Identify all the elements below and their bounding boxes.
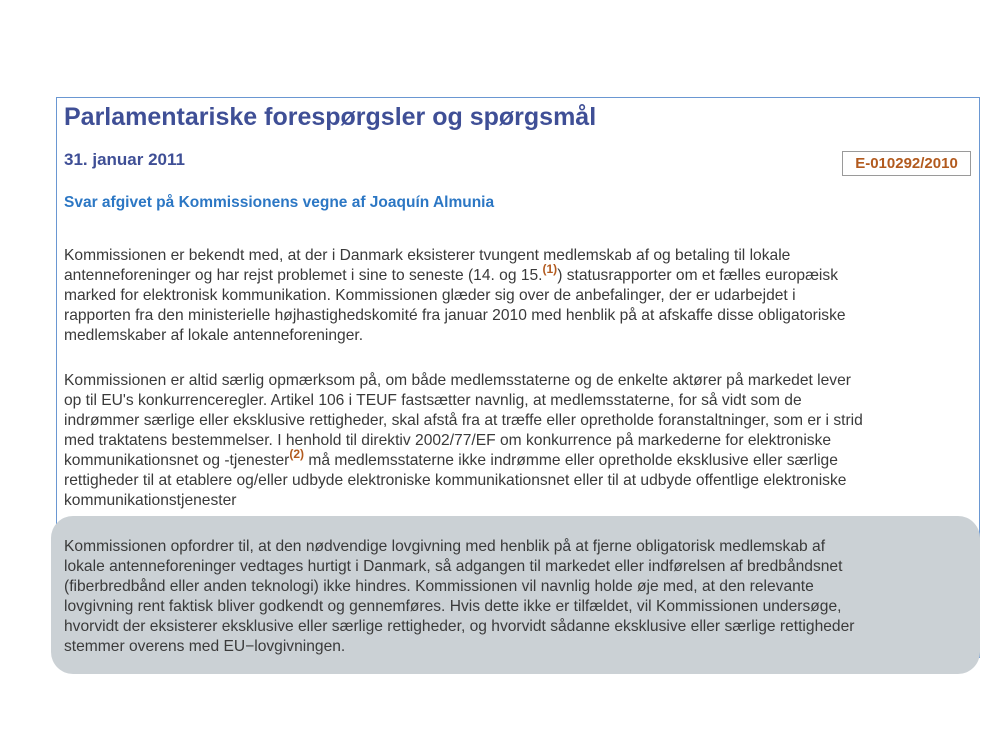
paragraph-competition-rules [64, 371, 969, 511]
footnote-2-link[interactable]: (2) [289, 447, 305, 461]
paragraph-line: (fiberbredbånd eller anden teknologi) ikke hindres. Kommissionen vil navnlig holde øje med, at den relevante [64, 578, 814, 595]
paragraph-line: stemmer overens med EU−lovgivningen. [64, 638, 346, 655]
line-text: kommunikationsnet og -tjenester [64, 452, 290, 469]
paragraph-line: Kommissionen er altid særlig opmærksom på, om både medlemsstaterne og de enkelte aktører på markedet lever [64, 372, 851, 389]
line-text: må medlemsstaterne ikke indrømme eller opretholde eksklusive eller særlige [304, 452, 838, 469]
paragraph-line: kommunikationstjenester [64, 492, 237, 509]
paragraph-line: rettigheder til at etablere og/eller udbyde elektroniske kommunikationsnet eller til at udbyde offentlige elektroniske [64, 472, 847, 489]
paragraph-line [64, 447, 969, 471]
paragraph-line: hvorvidt der eksisterer eksklusive eller særlige rettigheder, og hvorvidt sådanne eksklusive eller særlige rettigheder [64, 618, 855, 635]
paragraph-line: med traktatens bestemmelser. I henhold til direktiv 2002/77/EF om konkurrence på markederne for elektroniske [64, 432, 832, 449]
document-date: 31. januar 2011 [64, 150, 185, 169]
paragraph-membership [64, 246, 969, 346]
footnote-1-link[interactable]: (1) [542, 262, 558, 276]
paragraph-line: Kommissionen opfordrer til, at den nødvendige lovgivning med henblik på at fjerne obligatorisk medlemskab af [64, 538, 826, 555]
paragraph-line: medlemskaber af lokale antenneforeninger. [64, 327, 364, 344]
paragraph-line: marked for elektronisk kommunikation. Kommissionen glæder sig over de anbefalinger, der er udarbejdet i [64, 287, 796, 304]
paragraph-line: lovgivning rent faktisk bliver godkendt og gennemføres. Hvis dette ikke er tilfældet, vil Kommissionen undersøge, [64, 598, 842, 615]
paragraph-legislation-highlighted [64, 537, 969, 657]
paragraph-line: Kommissionen er bekendt med, at der i Danmark eksisterer tvungent medlemskab af og betaling til lokale [64, 247, 791, 264]
paragraph-line [64, 262, 969, 286]
page-title: Parlamentariske forespørgsler og spørgsmål [64, 103, 597, 131]
line-text: antenneforeninger og har rejst problemet i sine to seneste (14. og 15. [64, 267, 543, 284]
paragraph-line: lokale antenneforeninger vedtages hurtigt i Danmark, så adgangen til markedet eller indførelsen af bredbåndsnet [64, 558, 843, 575]
answer-heading: Svar afgivet på Kommissionens vegne af Joaquín Almunia [64, 194, 495, 211]
reference-number-box: E-010292/2010 [842, 151, 971, 176]
paragraph-line: rapporten fra den ministerielle højhastighedskomité fra januar 2010 med henblik på at afskaffe disse obligatoriske [64, 307, 846, 324]
line-text: ) statusrapporter om et fælles europæisk [557, 267, 838, 284]
paragraph-line: op til EU's konkurrenceregler. Artikel 106 i TEUF fastsætter navnlig, at medlemsstaterne, for så vidt som de [64, 392, 802, 409]
paragraph-line: indrømmer særlige eller eksklusive rettigheder, skal afstå fra at træffe eller opretholde foranstaltninger, som er i strid [64, 412, 863, 429]
